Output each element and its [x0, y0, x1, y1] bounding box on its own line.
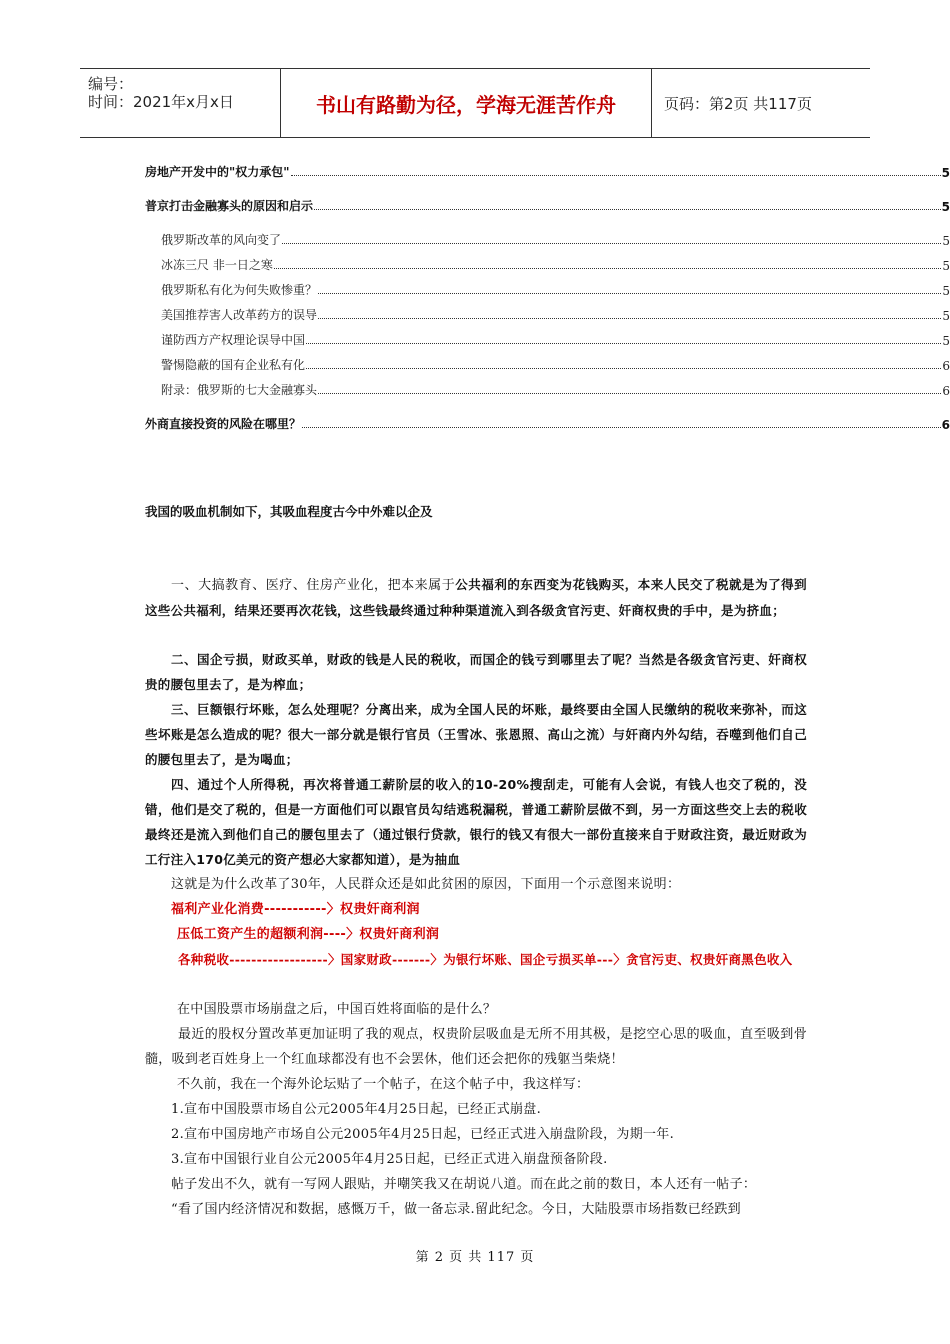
toc-leader: [282, 242, 941, 244]
paragraph-6: 在中国股票市场崩盘之后，中国百姓将面临的是什么？: [177, 1002, 497, 1017]
toc-entry[interactable]: [161, 278, 950, 298]
paragraph-1-bold: 公共福利的东西变为花钱购买，本来人民交了税就是为了得到这些公共福利，结果还要再次花钱，这些钱最终通过种种渠道流入到各级贪官污吏、奸商权贵的手中，是为挤血；: [145, 577, 807, 618]
toc-leader: [318, 317, 941, 319]
toc-page: 5: [942, 309, 950, 323]
page-header: [80, 68, 870, 138]
toc-leader: [274, 267, 942, 269]
toc-title: 美国推荐害人改革药方的误导: [161, 308, 318, 322]
toc-entry[interactable]: [145, 194, 950, 214]
toc-title: 俄罗斯私有化为何失败惨重？: [161, 283, 318, 297]
toc-page: 6: [942, 384, 950, 398]
header-page-info: 页码：第2页 共117页: [664, 94, 812, 113]
diagram-line-1: 福利产业化消费-----------〉权贵奸商利润: [171, 902, 420, 917]
toc-leader: [306, 367, 941, 369]
toc-leader: [318, 392, 941, 394]
toc-page: 5: [941, 166, 950, 180]
paragraph-8: 不久前，我在一个海外论坛贴了一个帖子，在这个帖子中，我这样写：: [177, 1077, 590, 1092]
paragraph-10: “看了国内经济情况和数据，感慨万千，做一备忘录.留此纪念。今日，大陆股票市场指数已经跌到: [171, 1202, 741, 1217]
paragraph-3: 三、巨额银行坏账，怎么处理呢？分离出来，成为全国人民的坏账，最终要由全国人民缴纳的税收来弥补，而这些坏账是怎么造成的呢？很大一部分就是银行官员（王雪冰、张恩照、高山之流）与奸商内外勾结，吞噬到他们自己的腰包里去了，是为喝血；: [145, 702, 807, 767]
toc-entry[interactable]: [145, 160, 950, 180]
paragraph-9: 帖子发出不久，就有一写网人跟贴，并嘲笑我又在胡说八道。而在此之前的数日，本人还有一帖子：: [171, 1177, 757, 1192]
toc-entry[interactable]: [145, 412, 950, 432]
toc-entry[interactable]: [161, 253, 950, 273]
toc-leader: [291, 174, 941, 176]
toc-leader: [314, 208, 941, 210]
diagram-line-3: 各种税收------------------〉国家财政-------〉为银行坏账、国企亏损买单---〉贪官污吏、权贵奸商黑色收入: [178, 952, 793, 967]
toc-page: 5: [941, 200, 950, 214]
toc-page: 5: [942, 259, 950, 273]
toc-page: 6: [942, 359, 950, 373]
toc-entry[interactable]: [161, 328, 950, 348]
toc-title: 外商直接投资的风险在哪里？: [145, 417, 302, 431]
number-label: 编号：: [88, 75, 134, 93]
toc-title: 俄罗斯改革的风向变了: [161, 233, 282, 247]
toc-leader: [302, 426, 941, 428]
toc-leader: [306, 342, 941, 344]
toc-page: 5: [942, 284, 950, 298]
toc-entry[interactable]: [161, 303, 950, 323]
paragraph-1: [145, 572, 807, 624]
time-label: 时间：2021年x月x日: [88, 93, 234, 111]
toc-leader: [318, 292, 941, 294]
toc-title: 警惕隐蔽的国有企业私有化: [161, 358, 306, 372]
paragraph-5: 这就是为什么改革了30年，人民群众还是如此贫困的原因，下面用一个示意图来说明：: [171, 877, 681, 892]
diagram-line-2: 压低工资产生的超额利润----〉权贵奸商利润: [177, 927, 440, 942]
list-item-2: 2.宣布中国房地产市场自公元2005年4月25日起，已经正式进入崩盘阶段，为期一年.: [171, 1127, 675, 1142]
paragraph-4: 四、通过个人所得税，再次将普通工薪阶层的收入的10-20%搜刮走，可能有人会说，有钱人也交了税的，没错，他们是交了税的，但是一方面他们可以跟官员勾结逃税漏税，普通工薪阶层做不到，另一方面这些交上去的税收最终还是流入到他们自己的腰包里去了（通过银行贷款，银行的钱又有很大一部份直接来自于财政注资，最近财政为工行注入170亿美元的资产想必大家都知道），是为抽血: [145, 777, 807, 867]
list-item-1: 1.宣布中国股票市场自公元2005年4月25日起，已经正式崩盘.: [171, 1102, 542, 1117]
section-title: 我国的吸血机制如下，其吸血程度古今中外难以企及: [145, 504, 433, 519]
toc-title: 房地产开发中的"权力承包": [145, 165, 290, 179]
header-meta: [80, 69, 281, 137]
paragraph-1-lead: 一、大搞教育、医疗、住房产业化，把本来属于: [171, 578, 456, 593]
header-motto: 书山有路勤为径，学海无涯苦作舟: [281, 69, 652, 137]
toc-title: 谨防西方产权理论误导中国: [161, 333, 306, 347]
toc-page: 6: [941, 418, 950, 432]
toc-entry[interactable]: [161, 378, 950, 398]
toc-entry[interactable]: [161, 228, 950, 248]
toc-page: 5: [942, 234, 950, 248]
paragraph-2: 二、国企亏损，财政买单，财政的钱是人民的税收，而国企的钱亏到哪里去了呢？当然是各级贪官污吏、奸商权贵的腰包里去了，是为榨血；: [145, 652, 807, 692]
toc-entry[interactable]: [161, 353, 950, 373]
page-footer: 第 2 页 共 117 页: [415, 1250, 535, 1265]
toc-title: 冰冻三尺 非一日之寒: [161, 258, 273, 272]
toc-page: 5: [942, 334, 950, 348]
list-item-3: 3.宣布中国银行业自公元2005年4月25日起，已经正式进入崩盘预备阶段.: [171, 1152, 608, 1167]
toc-title: 附录：俄罗斯的七大金融寡头: [161, 383, 318, 397]
toc-title: 普京打击金融寡头的原因和启示: [145, 199, 314, 213]
paragraph-7: 最近的股权分置改革更加证明了我的观点，权贵阶层吸血是无所不用其极，是挖空心思的吸血，直至吸到骨髓，吸到老百姓身上一个红血球都没有也不会罢休，他们还会把你的残躯当柴烧！: [145, 1027, 807, 1067]
